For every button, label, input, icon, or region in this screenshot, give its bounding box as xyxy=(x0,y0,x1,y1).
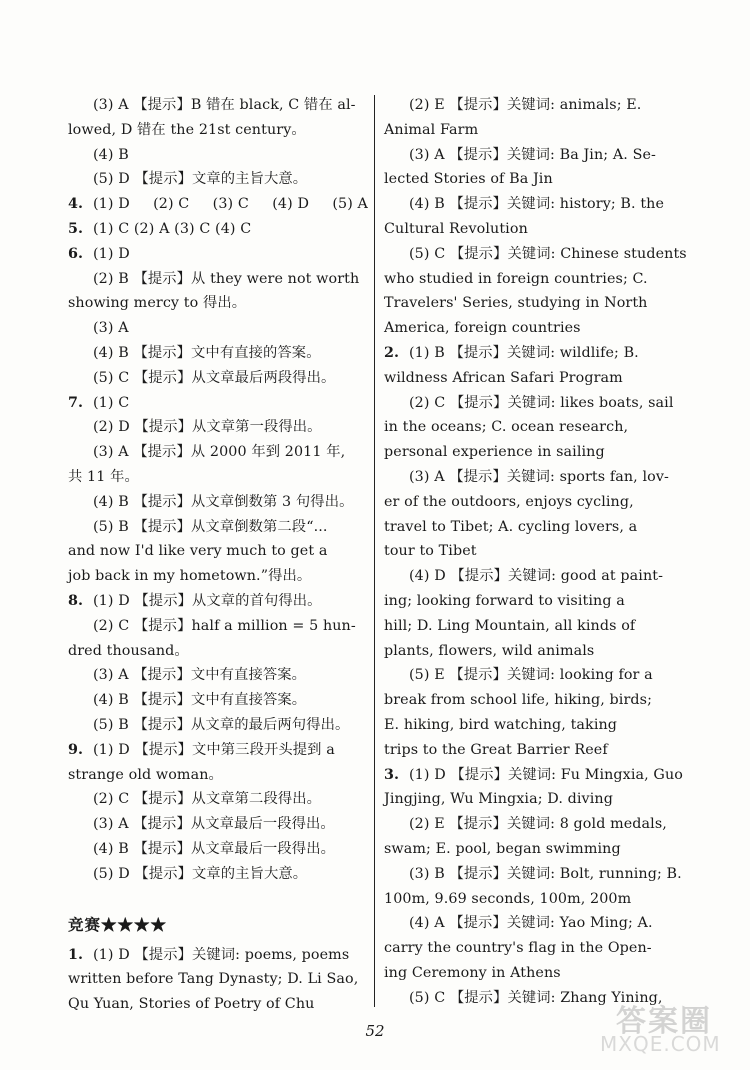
answer-line xyxy=(384,639,684,664)
answer-text: (5) D 【提示】文章的主旨大意。 xyxy=(93,865,308,882)
answer-line xyxy=(384,539,684,564)
answer-text: lected Stories of Ba Jin xyxy=(384,171,553,188)
answer-text: hill; D. Ling Mountain, all kinds of xyxy=(384,617,636,634)
answer-text: 100m, 9.69 seconds, 100m, 200m xyxy=(384,890,632,907)
answer-line xyxy=(384,93,684,118)
answer-line xyxy=(68,93,368,118)
answer-text: (3) A 【提示】关键词: Ba Jin; A. Se- xyxy=(409,146,656,163)
answer-text: (5) C 【提示】关键词: Chinese students xyxy=(409,245,687,262)
answer-line xyxy=(68,192,368,217)
answer-text: (3) A xyxy=(93,320,129,337)
answer-text: (1) B 【提示】关键词: wildlife; B. xyxy=(409,344,639,361)
answer-text: Qu Yuan, Stories of Poetry of Chu xyxy=(68,996,315,1013)
answer-line xyxy=(68,465,368,490)
answer-line xyxy=(384,589,684,614)
question-number: 9. xyxy=(68,741,84,758)
answer-line xyxy=(384,688,684,713)
answer-text: ing Ceremony in Athens xyxy=(384,964,561,981)
answer-text: er of the outdoors, enjoys cycling, xyxy=(384,493,634,510)
answer-part: (5) A xyxy=(332,196,368,213)
answer-text: (1) C xyxy=(93,394,130,411)
answer-line xyxy=(68,143,368,168)
answer-line xyxy=(384,440,684,465)
answer-text: travel to Tibet; A. cycling lovers, a xyxy=(384,518,638,535)
answer-text: (4) B 【提示】从文章最后一段得出。 xyxy=(93,840,336,857)
answer-line xyxy=(68,639,368,664)
answer-line xyxy=(384,614,684,639)
answer-line xyxy=(384,465,684,490)
answer-part: (2) C xyxy=(153,196,190,213)
answer-text: (1) D 【提示】关键词: poems, poems xyxy=(93,946,350,963)
answer-line xyxy=(68,943,368,968)
answer-text: (4) D 【提示】关键词: good at paint- xyxy=(409,568,664,585)
answer-text: Cultural Revolution xyxy=(384,220,528,237)
answer-line xyxy=(384,887,684,912)
answer-line xyxy=(68,217,368,242)
watermark-logo xyxy=(594,996,744,1056)
answer-text: E. hiking, bird watching, taking xyxy=(384,716,618,733)
answer-part: (4) D xyxy=(272,196,310,213)
answer-text: (4) B 【提示】从文章倒数第 3 句得出。 xyxy=(93,493,354,510)
answer-line xyxy=(384,663,684,688)
answer-text: (2) C 【提示】从文章第二段得出。 xyxy=(93,791,322,808)
answer-line xyxy=(384,391,684,416)
answer-line xyxy=(68,391,368,416)
answer-text: ing; looking forward to visiting a xyxy=(384,592,625,609)
answer-text: (1) D 【提示】从文章的首句得出。 xyxy=(93,592,322,609)
answer-line xyxy=(384,763,684,788)
answer-line xyxy=(68,812,368,837)
answer-text: (5) E 【提示】关键词: looking for a xyxy=(409,667,653,684)
answer-text: Travelers' Series, studying in North xyxy=(384,295,648,312)
answer-line xyxy=(384,862,684,887)
answer-text: Jingjing, Wu Mingxia; D. diving xyxy=(384,791,613,808)
answer-text: (5) B 【提示】从文章倒数第二段“... xyxy=(93,518,328,535)
answer-line xyxy=(384,366,684,391)
answer-line xyxy=(384,837,684,862)
answer-text: dred thousand。 xyxy=(68,642,189,659)
answer-line xyxy=(68,515,368,540)
answer-line xyxy=(384,143,684,168)
answer-line xyxy=(384,713,684,738)
answer-text: (3) A 【提示】从文章最后一段得出。 xyxy=(93,816,335,833)
answer-line xyxy=(384,787,684,812)
answer-line xyxy=(384,961,684,986)
answer-line xyxy=(68,837,368,862)
answer-text: (1) D 【提示】文中第三段开头提到 a xyxy=(93,741,335,758)
answer-text: (4) B 【提示】文中有直接的答案。 xyxy=(93,344,321,361)
answer-text: in the oceans; C. ocean research, xyxy=(384,419,629,436)
answer-line xyxy=(68,663,368,688)
answer-line xyxy=(68,564,368,589)
answer-line xyxy=(384,490,684,515)
answer-text: (2) C 【提示】关键词: likes boats, sail xyxy=(409,394,674,411)
answer-text: (3) A 【提示】文中有直接答案。 xyxy=(93,667,307,684)
answer-line xyxy=(68,688,368,713)
answer-line xyxy=(68,992,368,1017)
answer-text: written before Tang Dynasty; D. Li Sao, xyxy=(68,971,359,988)
answer-text: showing mercy to 得出。 xyxy=(68,295,247,312)
question-number: 8. xyxy=(68,592,84,609)
answer-part: (3) C xyxy=(212,196,249,213)
question-number: 2. xyxy=(384,344,400,361)
answer-line xyxy=(68,614,368,639)
answer-text: (2) C 【提示】half a million = 5 hun- xyxy=(93,617,356,634)
answer-line xyxy=(68,787,368,812)
answer-text: job back in my hometown.”得出。 xyxy=(68,568,312,585)
page-number: 52 xyxy=(365,1022,385,1040)
answer-text: plants, flowers, wild animals xyxy=(384,642,595,659)
answer-line xyxy=(68,267,368,292)
question-number: 3. xyxy=(384,766,400,783)
answer-line xyxy=(68,589,368,614)
answer-text: 共 11 年。 xyxy=(68,468,139,485)
answer-text: (4) B xyxy=(93,146,129,163)
answer-line xyxy=(68,366,368,391)
answer-text: trips to the Great Barrier Reef xyxy=(384,741,608,758)
answer-text: (2) E 【提示】关键词: animals; E. xyxy=(409,97,642,113)
question-number: 1. xyxy=(68,946,84,963)
answer-line xyxy=(68,118,368,143)
answer-line xyxy=(68,316,368,341)
answer-text: (2) D 【提示】从文章第一段得出。 xyxy=(93,419,322,436)
watermark-url: MXQE.COM xyxy=(600,1032,721,1056)
column-divider xyxy=(374,95,375,1007)
answer-line xyxy=(384,118,684,143)
section-heading: 竞赛★★★★ xyxy=(68,914,168,934)
answer-line xyxy=(384,812,684,837)
answer-text: and now I'd like very much to get a xyxy=(68,543,328,560)
answer-line xyxy=(68,291,368,316)
answer-text: swam; E. pool, began swimming xyxy=(384,840,621,857)
answer-text: carry the country's flag in the Open- xyxy=(384,940,652,957)
right-answer-list xyxy=(384,93,687,1010)
answer-text: (1) C (2) A (3) C (4) C xyxy=(93,220,252,237)
answer-line xyxy=(68,440,368,465)
answer-text: lowed, D 错在 the 21st century。 xyxy=(68,121,306,138)
answer-line xyxy=(384,242,687,267)
answer-line xyxy=(68,763,368,788)
question-number: 7. xyxy=(68,394,84,411)
answer-line xyxy=(384,564,684,589)
answer-line xyxy=(384,515,684,540)
answer-text: wildness African Safari Program xyxy=(384,369,623,386)
answer-line xyxy=(68,713,368,738)
answer-text: America, foreign countries xyxy=(384,320,581,337)
question-number: 5. xyxy=(68,220,84,237)
left-answer-list xyxy=(68,93,368,887)
answer-line xyxy=(68,341,368,366)
answer-line xyxy=(384,291,684,316)
answer-line xyxy=(68,539,368,564)
answer-text: (5) C 【提示】从文章最后两段得出。 xyxy=(93,369,336,386)
answer-text: tour to Tibet xyxy=(384,543,477,560)
answer-line xyxy=(68,738,368,763)
answer-text: personal experience in sailing xyxy=(384,444,605,461)
answer-part: (1) D xyxy=(93,196,130,213)
answer-line xyxy=(384,738,684,763)
answer-text: (2) B 【提示】从 they were not worth xyxy=(93,270,360,287)
answer-line xyxy=(68,967,368,992)
answer-line xyxy=(384,316,684,341)
answer-text xyxy=(93,192,368,217)
question-number: 4. xyxy=(68,196,84,213)
answer-text: (1) D xyxy=(93,245,130,262)
answer-text: who studied in foreign countries; C. xyxy=(384,270,648,287)
answer-text: break from school life, hiking, birds; xyxy=(384,692,653,709)
right-column xyxy=(384,93,687,1010)
answer-line xyxy=(384,911,684,936)
answer-text: (2) E 【提示】关键词: 8 gold medals, xyxy=(409,816,667,833)
answer-line xyxy=(384,217,684,242)
question-number: 6. xyxy=(68,245,84,262)
answer-line xyxy=(384,341,684,366)
answer-line xyxy=(68,167,368,192)
answer-line xyxy=(384,936,684,961)
answer-text: (3) A 【提示】B 错在 black, C 错在 al- xyxy=(93,97,356,113)
left-column xyxy=(68,93,368,1017)
answer-text: (3) A 【提示】关键词: sports fan, lov- xyxy=(409,468,669,485)
answer-text: Animal Farm xyxy=(384,121,479,138)
answer-text: (5) B 【提示】从文章的最后两句得出。 xyxy=(93,716,350,733)
answer-text: (3) A 【提示】从 2000 年到 2011 年, xyxy=(93,444,346,461)
answer-line xyxy=(68,862,368,887)
answer-text: (5) D 【提示】文章的主旨大意。 xyxy=(93,171,308,188)
answer-text: (4) A 【提示】关键词: Yao Ming; A. xyxy=(409,915,653,932)
answer-line xyxy=(384,415,684,440)
answer-text: (4) B 【提示】关键词: history; B. the xyxy=(409,196,665,213)
answer-text: (3) B 【提示】关键词: Bolt, running; B. xyxy=(409,865,682,882)
answer-line xyxy=(384,192,684,217)
answer-text: (5) C 【提示】关键词: Zhang Yining, xyxy=(409,989,663,1006)
answer-text: (4) B 【提示】文中有直接答案。 xyxy=(93,692,307,709)
answer-line xyxy=(384,267,684,292)
answer-line xyxy=(384,167,684,192)
answer-line xyxy=(68,242,368,267)
answer-text: strange old woman。 xyxy=(68,766,223,783)
answer-line xyxy=(68,415,368,440)
answer-line xyxy=(68,490,368,515)
answer-text: (1) D 【提示】关键词: Fu Mingxia, Guo xyxy=(409,766,683,783)
watermark-text: 答案圈 xyxy=(616,1004,712,1039)
left-answer-list-after xyxy=(68,943,368,1017)
